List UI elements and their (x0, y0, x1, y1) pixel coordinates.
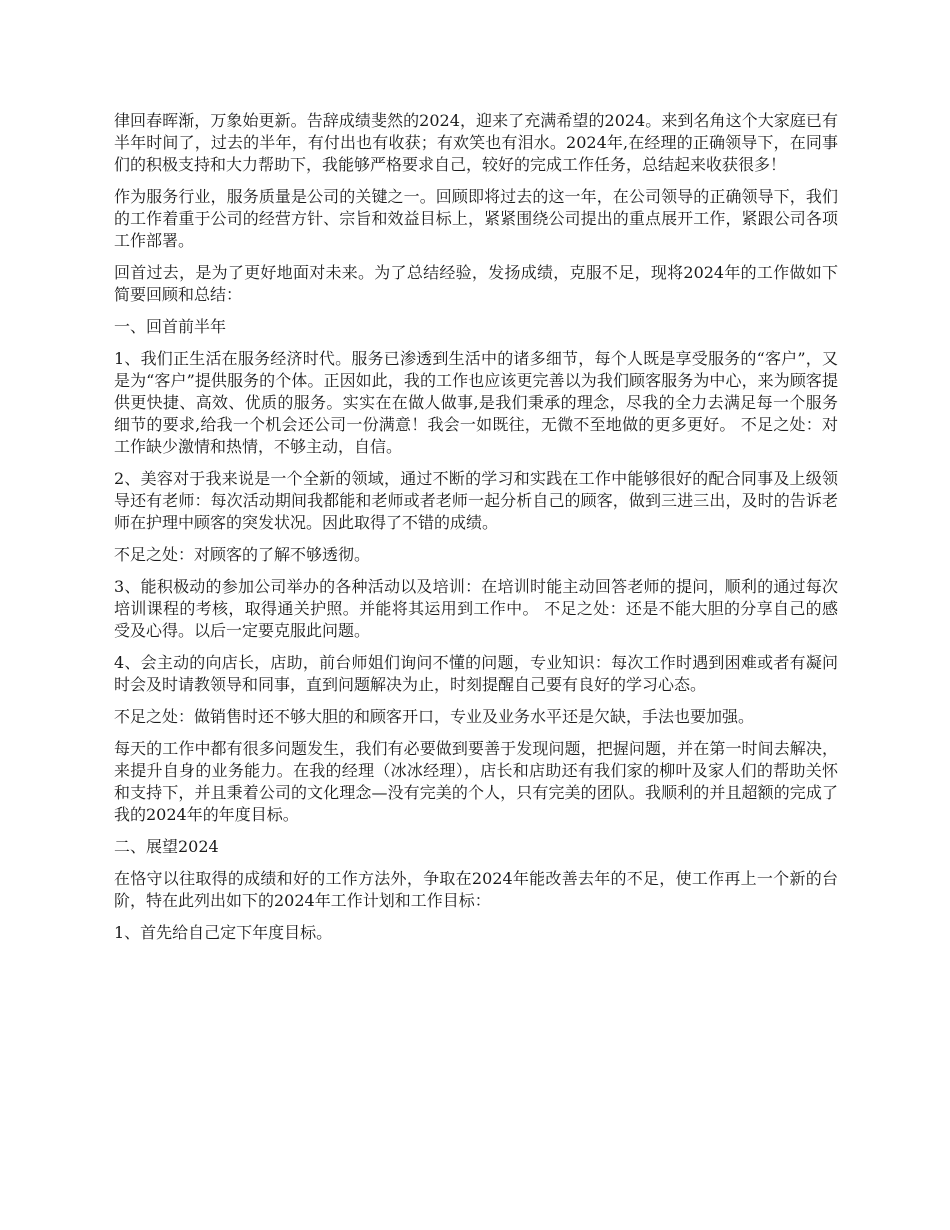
review-item-2: 2、美容对于我来说是一个全新的领域，通过不断的学习和实践在工作中能够很好的配合同事及上级领导还有老师：每次活动期间我都能和老师或者老师一起分析自己的顾客，做到三进三出，及时的告诉老师在护理中顾客的突发状况。因此取得了不错的成绩。 (114, 469, 838, 532)
service-quality-paragraph: 作为服务行业，服务质量是公司的关键之一。回顾即将过去的这一年，在公司领导的正确领导下，我们的工作着重于公司的经营方针、宗旨和效益目标上，紧紧围绕公司提出的重点展开工作，紧跟公司各项工作部署。 (114, 187, 838, 250)
section-heading-outlook: 二、展望2024 (114, 837, 219, 856)
shortcoming-4: 不足之处：做销售时还不够大胆的和顾客开口，专业及业务水平还是欠缺，手法也要加强。 (114, 707, 755, 726)
review-item-3: 3、能积极动的参加公司举办的各种活动以及培训：在培训时能主动回答老师的提问，顺利的通过每次培训课程的考核，取得通关护照。并能将其运用到工作中。 不足之处：还是不能大胆的分享自己的感受及心得。以后一定要克服此问题。 (114, 577, 838, 640)
plan-item-1: 1、首先给自己定下年度目标。 (114, 923, 333, 942)
outlook-paragraph: 在恪守以往取得的成绩和好的工作方法外，争取在2024年能改善去年的不足，使工作再上一个新的台阶，特在此列出如下的2024年工作计划和工作目标： (114, 869, 838, 910)
document-body (114, 110, 838, 954)
review-intro-paragraph: 回首过去，是为了更好地面对未来。为了总结经验，发扬成绩，克服不足，现将2024年的工作做如下简要回顾和总结： (114, 263, 838, 304)
review-item-4: 4、会主动的向店长，店助，前台师姐们询问不懂的问题，专业知识：每次工作时遇到困难或者有凝问时会及时请教领导和同事，直到问题解决为止，时刻提醒自己要有良好的学习心态。 (114, 653, 838, 694)
review-item-1: 1、我们正生活在服务经济时代。服务已渗透到生活中的诸多细节，每个人既是享受服务的“客户”，又是为“客户”提供服务的个体。正因如此，我的工作也应该更完善以为我们顾客服务为中心，来为顾客提供更快捷、高效、优质的服务。实实在在做人做事,是我们秉承的理念，尽我的全力去满足每一个服务细节的要求,给我一个机会还公司一份满意！我会一如既往，无微不至地做的更多更好。 不足之处：对工作缺少激情和热情，不够主动，自信。 (114, 349, 838, 456)
intro-paragraph: 律回春晖渐，万象始更新。告辞成绩斐然的2024，迎来了充满希望的2024。来到名角这个大家庭已有半年时间了，过去的半年，有付出也有收获；有欢笑也有泪水。2024年,在经理的正确领导下，在同事们的积极支持和大力帮助下，我能够严格要求自己，较好的完成工作任务，总结起来收获很多！ (114, 111, 838, 174)
daily-work-paragraph: 每天的工作中都有很多问题发生，我们有必要做到要善于发现问题，把握问题，并在第一时间去解决，来提升自身的业务能力。在我的经理（冰冰经理），店长和店助还有我们家的柳叶及家人们的帮助关怀和支持下，并且秉着公司的文化理念—没有完美的个人，只有完美的团队。我顺利的并且超额的完成了我的2024年的年度目标。 (114, 739, 838, 824)
shortcoming-2: 不足之处：对顾客的了解不够透彻。 (114, 545, 371, 564)
section-heading-review: 一、回首前半年 (114, 317, 227, 336)
